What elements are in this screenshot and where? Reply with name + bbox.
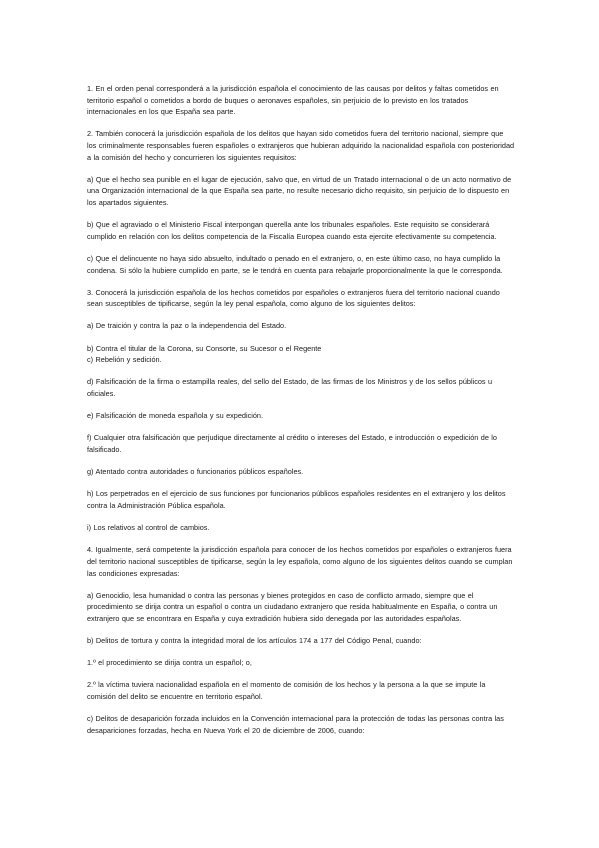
paragraph-2: 2. También conocerá la jurisdicción española de los delitos que hayan sido cometidos fuera del territorio nacional, siempre que los criminalmente responsables fueren españoles o extranjeros que hubieran adquirido la nacionalidad española con posterioridad a la comisión del hecho y concurrieren los siguientes requisitos: [87,129,515,162]
paragraph-1: 1. En el orden penal corresponderá a la jurisdicción española el conocimiento de las causas por delitos y faltas cometidos en territorio español o cometidos a bordo de buques o aeronaves españoles, sin perjuicio de lo previsto en los tratados internacionales en los que España sea parte. [87,84,499,117]
paragraph-2b: b) Que el agraviado o el Ministerio Fiscal interpongan querella ante los tribunales españoles. Este requisito se considerará cumplido en relación con los delitos competencia de la Fiscalía Europea cuando esta ejercite efectivamente su competencia. [87,220,497,241]
paragraph-3: 3. Conocerá la jurisdicción española de los hechos cometidos por españoles o extranjeros fuera del territorio nacional cuando sean susceptibles de tipificarse, según la ley penal española, como alguno de los siguientes delitos: [87,287,500,309]
paragraph-3b: b) Contra el titular de la Corona, su Consorte, su Sucesor o el Regente [87,343,322,353]
paragraph-3e: e) Falsificación de moneda española y su expedición. [87,411,264,421]
paragraph-3c: c) Rebelión y sedición. [87,355,162,365]
document-body [87,83,515,747]
paragraph-3a: a) De traición y contra la paz o la independencia del Estado. [87,321,287,331]
paragraph-4: 4. Igualmente, será competente la jurisdicción española para conocer de los hechos cometidos por españoles o extranjeros fuera del territorio nacional susceptibles de tipificarse, según la ley española, como alguno de los siguientes delitos cuando se cumplan las condiciones expresadas: [87,545,513,578]
paragraph-3d: d) Falsificación de la firma o estampilla reales, del sello del Estado, de las firmas de los Ministros y de los sellos públicos u oficiales. [87,377,493,399]
paragraph-3g: g) Atentado contra autoridades o funcionarios públicos españoles. [87,467,304,477]
paragraph-4c: c) Delitos de desaparición forzada incluidos en la Convención internacional para la protección de todas las personas contra las desapariciones forzadas, hecha en Nueva York el 20 de diciembre de 2006, cuando: [87,714,504,735]
paragraph-2a: a) Que el hecho sea punible en el lugar de ejecución, salvo que, en virtud de un Tratado internacional o de un acto normativo de una Organización internacional de la que España sea parte, no resulte necesario dicho requisito, sin perjuicio de lo dispuesto en los apartados siguientes. [87,174,512,207]
paragraph-3h: h) Los perpetrados en el ejercicio de sus funciones por funcionarios públicos españoles residentes en el extranjero y los delitos contra la Administración Pública española. [87,489,506,510]
paragraph-4b-2: 2.º la víctima tuviera nacionalidad española en el momento de comisión de los hechos y la persona a la que se impute la comisión del delito se encuentre en territorio español. [87,680,486,702]
paragraph-4b-1: 1.º el procedimiento se dirija contra un español; o, [87,658,252,668]
paragraph-3f: f) Cualquier otra falsificación que perjudique directamente al crédito o intereses del Estado, e introducción o expedición de lo falsificado. [87,433,497,454]
paragraph-3i: i) Los relativos al control de cambios. [87,523,210,533]
paragraph-2c: c) Que el delincuente no haya sido absuelto, indultado o penado en el extranjero, o, en este último caso, no haya cumplido la condena. Si sólo la hubiere cumplido en parte, se le tendrá en cuenta para rebajarle proporcionalmente la que le corresponda. [87,253,503,275]
paragraph-4a: a) Genocidio, lesa humanidad o contra las personas y bienes protegidos en caso de conflicto armado, siempre que el procedimiento se dirija contra un español o contra un ciudadano extranjero que resida habitualmente en España, o contra un extranjero que se encontrara en España y cuya extradición hubiera sido denegada por las autoridades españolas. [87,590,498,623]
paragraph-4b: b) Delitos de tortura y contra la integridad moral de los artículos 174 a 177 del Código Penal, cuando: [87,636,422,646]
